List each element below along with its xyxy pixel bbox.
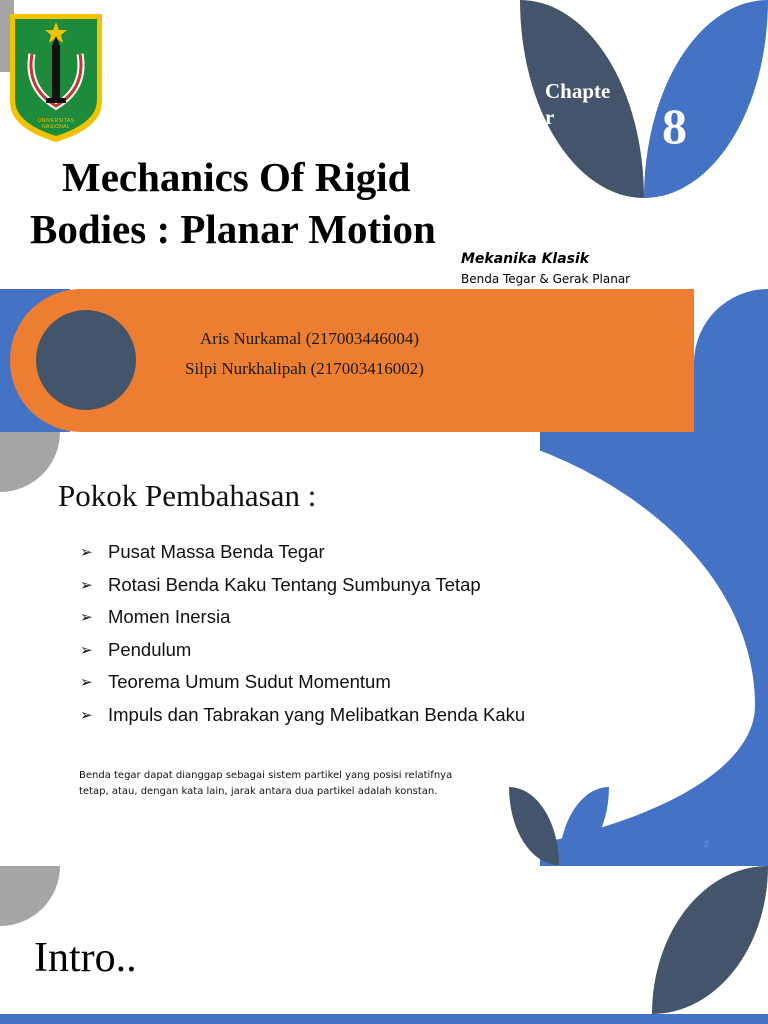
topics-list xyxy=(80,536,600,731)
chapter-label: Chapte r xyxy=(545,79,611,129)
slide-title-line2: Bodies : Planar Motion xyxy=(30,206,436,252)
list-item: ➢ Teorema Umum Sudut Momentum xyxy=(80,671,391,693)
intro-heading: Intro.. xyxy=(34,935,137,981)
arrow-bullet-icon: ➢ xyxy=(80,576,93,594)
navy-leaf-shape xyxy=(652,866,768,1014)
list-item: ➢ Momen Inersia xyxy=(80,606,231,628)
gray-quarter-circle xyxy=(0,432,60,492)
slide-title xyxy=(0,0,768,432)
chapter-number: 8 xyxy=(662,98,687,154)
list-item: ➢ Pendulum xyxy=(80,638,192,660)
page-number: 2 xyxy=(704,840,709,849)
subtitle: Mekanika Klasik xyxy=(461,251,590,267)
intro-paragraph: Benda tegar dapat dianggap sebagai sistem partikel yang posisi relatifnya tetap, atau, dengan kata lain, jarak antara dua partikel adalah konstan. xyxy=(79,770,453,797)
banner-circle xyxy=(36,310,136,410)
arrow-bullet-icon: ➢ xyxy=(80,609,93,627)
university-logo xyxy=(6,10,106,146)
logo-text: UNIVERSITAS NASIONAL xyxy=(37,118,75,130)
author-2: Silpi Nurkhalipah (217003416002) xyxy=(185,359,424,378)
author-1: Aris Nurkamal (217003446004) xyxy=(200,329,420,348)
slide-topics xyxy=(0,432,768,866)
list-item: ➢ Impuls dan Tabrakan yang Melibatkan Benda Kaku xyxy=(80,703,526,725)
subtitle-secondary: Benda Tegar & Gerak Planar xyxy=(461,272,631,286)
slide-title-line1: Mechanics Of Rigid xyxy=(62,154,411,200)
topics-heading: Pokok Pembahasan : xyxy=(58,478,317,513)
arrow-bullet-icon: ➢ xyxy=(80,706,93,724)
arrow-bullet-icon: ➢ xyxy=(80,544,93,562)
arrow-bullet-icon: ➢ xyxy=(80,641,93,659)
bottom-blue-bar xyxy=(0,1014,768,1024)
gray-corner-circle xyxy=(0,866,60,926)
arrow-bullet-icon: ➢ xyxy=(80,674,93,692)
list-item: ➢ Rotasi Benda Kaku Tentang Sumbunya Tetap xyxy=(80,573,481,595)
slide-intro xyxy=(0,866,768,1024)
list-item: ➢ Pusat Massa Benda Tegar xyxy=(80,541,325,563)
banner-right-blue-shape xyxy=(694,289,768,432)
